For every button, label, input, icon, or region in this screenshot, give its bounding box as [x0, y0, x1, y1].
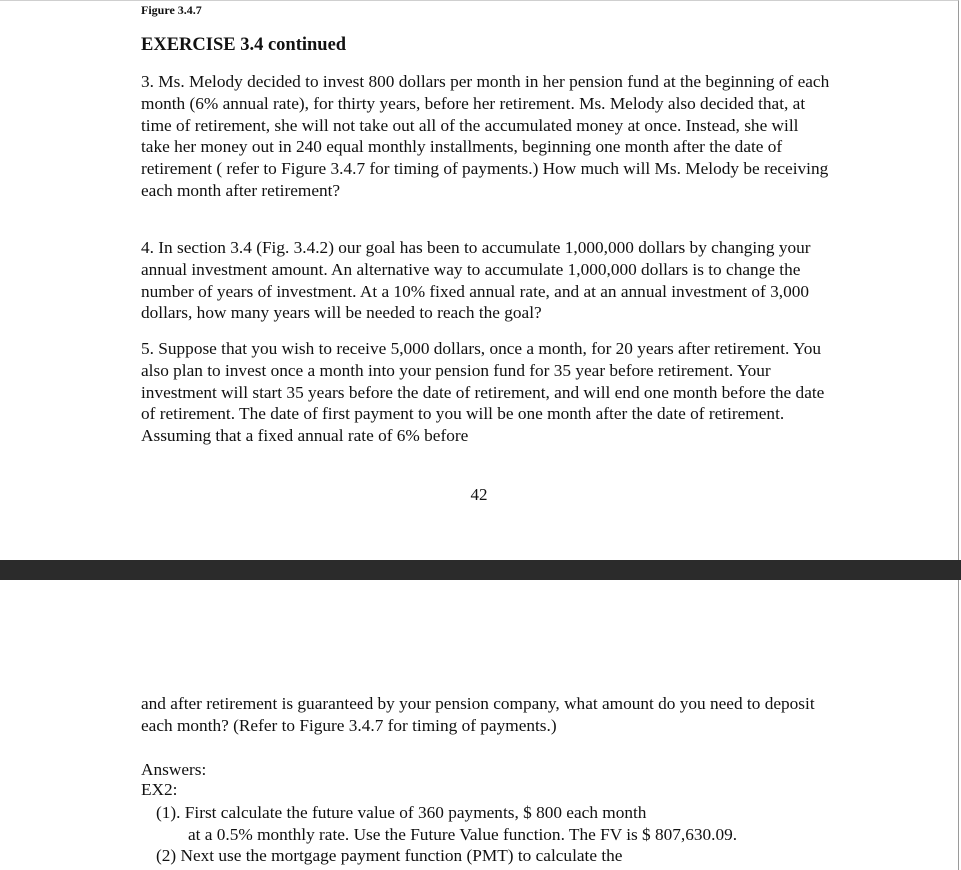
answer-step-1-continued: at a 0.5% monthly rate. Use the Future Value function. The FV is $ 807,630.09.: [188, 825, 738, 844]
exercise-4-paragraph: 4. In section 3.4 (Fig. 3.4.2) our goal has been to accumulate 1,000,000 dollars by changing your annual investment amount. An alternative way to accumulate 1,000,000 dollars is to change the number of years of investment. At a 10% fixed annual rate, and at an annual investment of 3,000 dollars, how many years will be needed to reach the goal?: [141, 238, 811, 323]
exercise-5-continued-paragraph: and after retirement is guaranteed by your pension company, what amount do you need to deposit each month? (Refer to Figure 3.4.7 for timing of payments.): [141, 694, 815, 735]
page-number: 42: [470, 485, 488, 504]
exercise-3-paragraph: 3. Ms. Melody decided to invest 800 dollars per month in her pension fund at the beginning of each month (6% annual rate), for thirty years, before her retirement. Ms. Melody also decided that, at time of retirement, she will not take out all of the accumulated money at once. Instead, she will take her money out in 240 equal monthly installments, beginning one month after the date of retirement ( refer to Figure 3.4.7 for timing of payments.) How much will Ms. Melody be receiving each month after retirement?: [141, 72, 830, 200]
answers-label: Answers:: [141, 760, 207, 779]
answer-step-1: (1). First calculate the future value of 360 payments, $ 800 each month: [156, 803, 647, 822]
exercise-5-paragraph: 5. Suppose that you wish to receive 5,000 dollars, once a month, for 20 years after retirement. You also plan to invest once a month into your pension fund for 35 year before retirement. Your investment will start 35 years before the date of retirement, and will end one month before the date of retirement. The date of first payment to you will be one month after the date of retirement. Assuming that a fixed annual rate of 6% before: [141, 339, 825, 446]
answer-step-2: (2) Next use the mortgage payment function (PMT) to calculate the: [156, 846, 623, 865]
figure-label: Figure 3.4.7: [141, 3, 202, 17]
ex2-label: EX2:: [141, 780, 178, 799]
exercise-heading: EXERCISE 3.4 continued: [141, 35, 347, 55]
document-page-43: [0, 580, 959, 870]
page-separator: [0, 560, 961, 580]
